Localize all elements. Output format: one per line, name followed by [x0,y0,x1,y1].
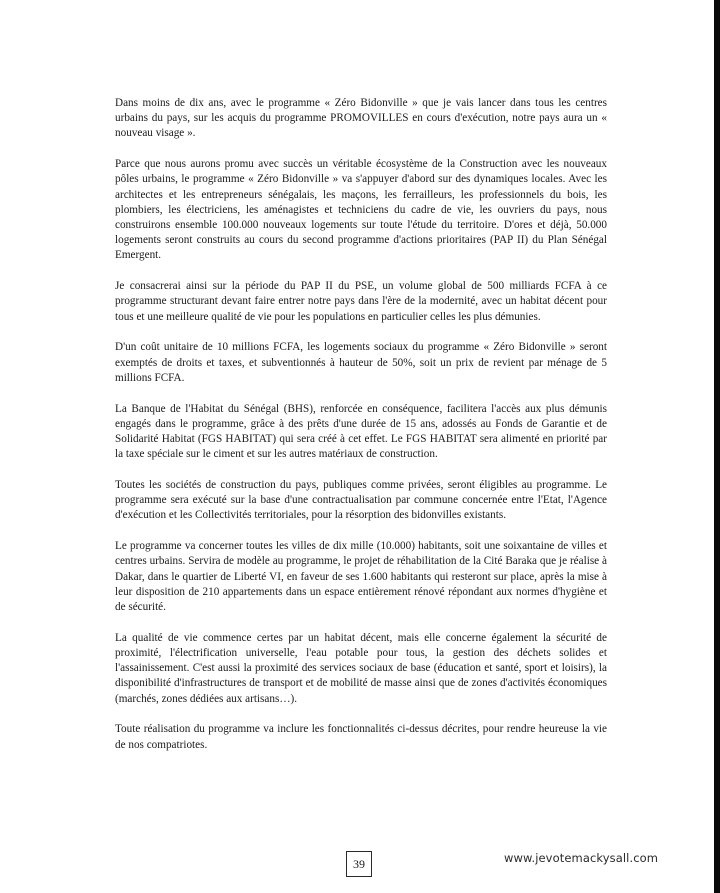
paragraph: D'un coût unitaire de 10 millions FCFA, les logements sociaux du programme « Zéro Bidonville » seront exemptés de droits et taxes, et subventionnés à hauteur de 50%, soit un prix de revient par ménage de 5 millions FCFA. [115,341,607,384]
paragraph: Toute réalisation du programme va inclure les fonctionnalités ci-dessus décrites, pour rendre heureuse la vie de nos compatriotes. [115,723,607,751]
paragraph: La qualité de vie commence certes par un habitat décent, mais elle concerne également la sécurité de proximité, l'électrification universelle, l'eau potable pour tous, la gestion des déchets solides et l'assainissement. C'est aussi la proximité des services sociaux de base (éducation et santé, sport et loisirs), la disponibilité d'infrastructures de transport et de mobilité de masse ainsi que de zones d'activités économiques (marchés, zones dédiées aux artisans…). [115,631,607,705]
paragraph: Je consacrerai ainsi sur la période du PAP II du PSE, un volume global de 500 milliards FCFA à ce programme structurant devant faire entrer notre pays dans l'ère de la modernité, avec un habitat décent pour tous et une meilleure qualité de vie pour les populations en particulier celles les plus démunies. [115,280,607,323]
paragraph: Toutes les sociétés de construction du pays, publiques comme privées, seront éligibles au programme. Le programme sera exécuté sur la base d'une contractualisation par commune concernée entre l'Etat, l'Agence d'exécution et les Collectivités territoriales, pour la résorption des bidonvilles existants. [115,479,607,522]
page-edge [714,0,720,893]
footer-url: www.jevotemackysall.com [504,851,659,865]
paragraph: Dans moins de dix ans, avec le programme « Zéro Bidonville » que je vais lancer dans tous les centres urbains du pays, sur les acquis du programme PROMOVILLES en cours d'exécution, notre pays aura un « nouveau visage ». [115,97,607,140]
body-text [115,96,607,768]
paragraph: Le programme va concerner toutes les villes de dix mille (10.000) habitants, soit une soixantaine de villes et centres urbains. Servira de modèle au programme, le projet de réhabilitation de la Cité Baraka que je réalise à Dakar, dans le quartier de Liberté VI, en faveur de ses 1.600 habitants qui resteront sur place, après la mise à leur disposition de 210 appartements dans un espace entièrement rénové répondant aux normes d'hygiène et de sécurité. [115,540,607,614]
paragraph: La Banque de l'Habitat du Sénégal (BHS), renforcée en conséquence, facilitera l'accès aux plus démunis engagés dans le programme, grâce à des prêts d'une durée de 15 ans, adossés au Fonds de Garantie et de Solidarité Habitat (FGS HABITAT) qui sera créé à cet effet. Le FGS HABITAT sera alimenté en priorité par la taxe spéciale sur le ciment et sur les autres matériaux de construction. [115,402,607,461]
paragraph: Parce que nous aurons promu avec succès un véritable écosystème de la Construction avec les nouveaux pôles urbains, le programme « Zéro Bidonville » va s'appuyer d'abord sur des dynamiques locales. Avec les architectes et les entrepreneurs sénégalais, les maçons, les ferrailleurs, les professionnels du bois, les plombiers, les électriciens, les aménagistes et techniciens du cadre de vie, les ouvriers du pays, nous construirons ensemble 100.000 nouveaux logements sur toute l'étude du territoire. D'ores et déjà, 50.000 logements seront construits au cours du second programme d'actions prioritaires (PAP II) du Plan Sénégal Emergent. [115,158,607,262]
page-number: 39 [346,851,372,877]
